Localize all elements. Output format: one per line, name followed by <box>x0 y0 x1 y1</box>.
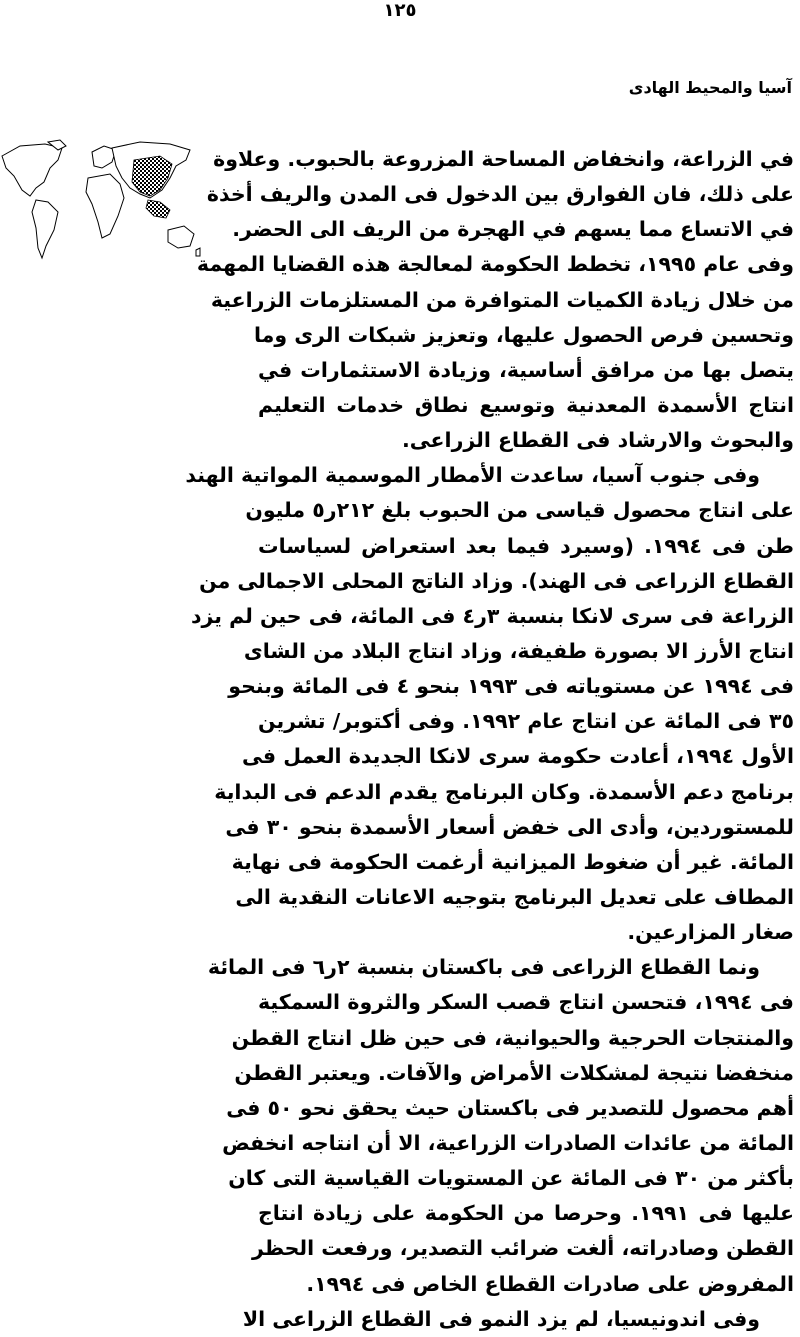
text-line: وتحسين فرص الحصول عليها، وتعزيز شبكات الرى وما <box>253 322 794 347</box>
running-header: آسيا والمحيط الهادى <box>628 78 792 97</box>
text-line: ٣٥ فى المائة عن انتاج عام ١٩٩٢. وفى أكتوبر/ تشرين <box>258 709 794 734</box>
text-line: المائة. غير أن ضغوط الميزانية أرغمت الحكومة فى نهاية <box>231 849 794 874</box>
text-line: وفى جنوب آسيا، ساعدت الأمطار الموسمية المواتية الهند <box>185 463 760 488</box>
text-line: المائة من عائدات الصادرات الزراعية، الا أن انتاجه انخفض <box>222 1130 794 1155</box>
text-line: في الاتساع مما يسهم في الهجرة من الريف الى الحضر. <box>232 217 794 242</box>
text-line: ونما القطاع الزراعى فى باكستان بنسبة ٢ر٦ فى المائة <box>207 955 760 980</box>
text-line: طن فى ١٩٩٤. (وسيرد فيما بعد استعراض لسياسات <box>258 533 794 558</box>
text-line: انتاج الأرز الا بصورة طفيفة، وزاد انتاج البلاد من الشاى <box>243 638 794 663</box>
text-line: وفى عام ١٩٩٥، تخطط الحكومة لمعالجة هذه القضايا المهمة <box>196 252 794 277</box>
text-line: منخفضا نتيجة لمشكلات الأمراض والآفات. ويعتبر القطن <box>234 1060 794 1085</box>
text-line: يتصل بها من مرافق أساسية، وزيادة الاستثمارات في <box>258 357 794 382</box>
text-line: والمنتجات الحرجية والحيوانية، فى حين ظل انتاج القطن <box>231 1025 794 1050</box>
text-line: فى ١٩٩٤، فتحسن انتاج قصب السكر والثروة السمكية <box>258 990 794 1015</box>
text-line: فى ١٩٩٤ عن مستوياته فى ١٩٩٣ بنحو ٤ فى المائة وبنحو <box>228 674 794 699</box>
text-line: أهم محصول للتصدير فى باكستان حيث يحقق نحو ٥٠ فى <box>226 1095 794 1120</box>
text-line: بأكثر من ٣٠ فى المائة عن المستويات القياسية التى كان <box>228 1166 794 1191</box>
text-line: الأول ١٩٩٤، أعادت حكومة سرى لانكا الجديدة العمل فى <box>241 744 794 769</box>
world-map-icon <box>0 138 210 288</box>
text-line: للمستوردين، وأدى الى خفض أسعار الأسمدة بنحو ٣٠ فى <box>225 814 794 839</box>
body-text <box>185 142 794 1337</box>
text-line: على ذلك، فان الفوارق بين الدخول فى المدن والريف أخذة <box>206 182 794 207</box>
text-line: في الزراعة، وانخفاض المساحة المزروعة بالحبوب. وعلاوة <box>213 147 794 171</box>
text-line: برنامج دعم الأسمدة. وكان البرنامج يقدم الدعم فى البداية <box>214 779 794 804</box>
text-line: صغار المزارعين. <box>627 920 794 945</box>
text-line: وفى اندونيسيا، لم يزد النمو فى القطاع الزراعى الا <box>242 1306 760 1331</box>
text-line: والبحوث والارشاد فى القطاع الزراعى. <box>402 428 794 453</box>
text-line: القطن وصادراته، ألغت ضرائب التصدير، ورفعت الحظر <box>251 1236 794 1261</box>
text-line: على انتاج محصول قياسى من الحبوب بلغ ٢١٢ر٥ مليون <box>245 498 794 523</box>
text-line: المطاف على تعديل البرنامج بتوجيه الاعانات النقدية الى <box>235 884 794 909</box>
text-line: عليها فى ١٩٩١. وحرصا من الحكومة على زيادة انتاج <box>258 1201 794 1226</box>
text-line: القطاع الزراعى فى الهند). وزاد الناتج المحلى الاجمالى من <box>199 568 794 593</box>
text-line: الزراعة فى سرى لانكا بنسبة ٣ر٤ فى المائة، فى حين لم يزد <box>190 603 794 628</box>
text-line: انتاج الأسمدة المعدنية وتوسيع نطاق خدمات التعليم <box>258 392 794 417</box>
text-line: المفروض على صادرات القطاع الخاص فى ١٩٩٤. <box>306 1271 794 1296</box>
text-line: من خلال زيادة الكميات المتوافرة من المستلزمات الزراعية <box>210 287 794 312</box>
page-number: ١٢٥ <box>383 0 417 21</box>
